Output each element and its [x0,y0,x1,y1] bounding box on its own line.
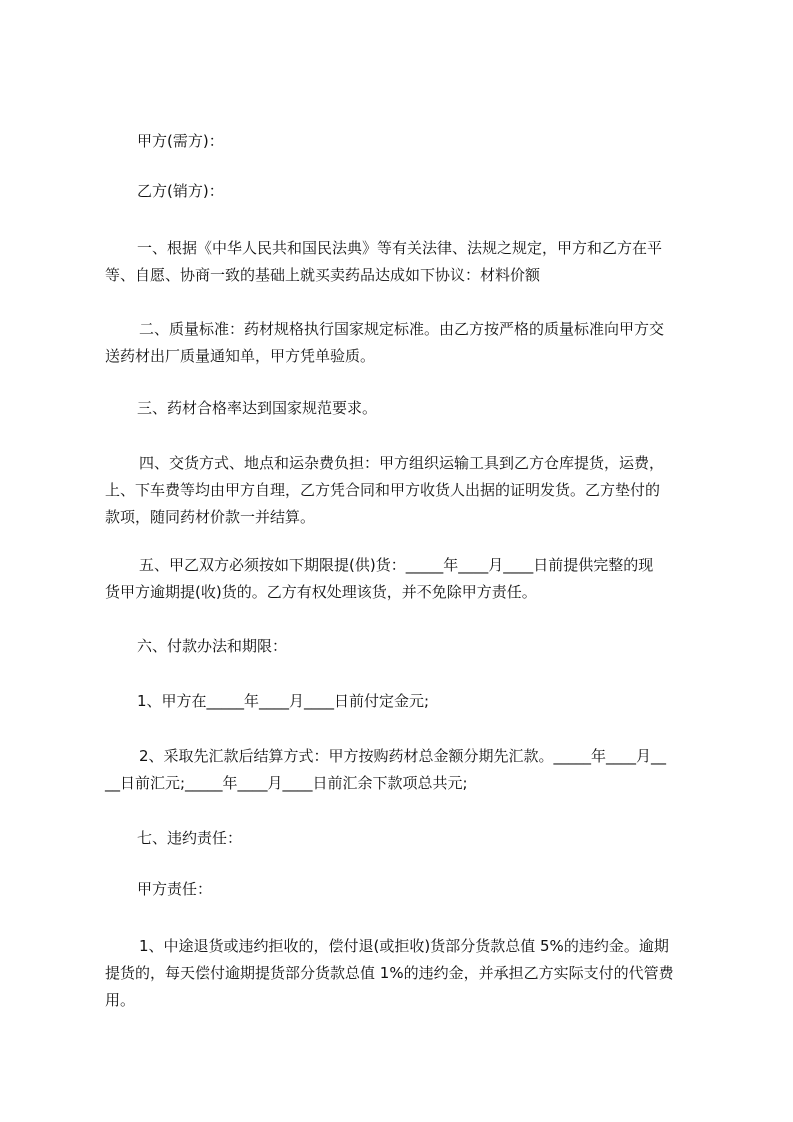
text-line: 甲方责任： [137,880,213,898]
clause-1 [105,235,705,289]
party-b-line [105,178,705,205]
text-line: __日前汇元;_____年____月____日前汇余下款项总共元; [105,774,468,792]
clause-4 [105,450,705,531]
text-line: 款项，随同药材价款一并结算。 [105,508,316,526]
text-line: 七、违约责任： [137,829,243,847]
text-line: 用。 [105,991,136,1009]
text-line: 送药材出厂质量通知单，甲方凭单验质。 [105,347,376,365]
clause-3 [105,395,705,422]
text-line: 提货的，每天偿付逾期提货部分货款总值 1%的违约金，并承担乙方实际支付的代管费 [105,964,674,982]
text-line: 五、甲乙双方必须按如下期限提(供)货：_____年____月____日前提供完整的现 [139,556,654,574]
party-a-line [105,128,705,155]
clause-2 [105,316,705,370]
text-line: 1、甲方在_____年____月____日前付定金元; [137,692,430,710]
clause-6-1 [105,688,705,715]
text-line: 1、中途退货或违约拒收的，偿付退(或拒收)货部分货款总值 5%的违约金。逾期 [139,937,669,955]
text-line: 等、自愿、协商一致的基础上就买卖药品达成如下协议：材料价额 [105,266,541,284]
liability-1 [105,933,705,1014]
clause-5 [105,552,705,606]
party-a-liability [105,876,705,903]
text-line: 货甲方逾期提(收)货的。乙方有权处理该货，并不免除甲方责任。 [105,583,537,601]
text-line: 甲方(需方)： [137,132,224,150]
text-line: 2、采取先汇款后结算方式：甲方按购药材总金额分期先汇款。_____年____月__ [139,747,667,765]
text-line: 乙方(销方)： [137,182,224,200]
clause-7 [105,825,705,852]
text-line: 二、质量标准：药材规格执行国家规定标准。由乙方按严格的质量标准向甲方交 [139,320,665,338]
clause-6-2 [105,743,705,797]
text-line: 四、交货方式、地点和运杂费负担：甲方组织运输工具到乙方仓库提货，运费， [139,454,665,472]
text-line: 上、下车费等均由甲方自理，乙方凭合同和甲方收货人出据的证明发货。乙方垫付的 [105,481,661,499]
text-line: 六、付款办法和期限： [137,637,288,655]
clause-6 [105,633,705,660]
text-line: 三、药材合格率达到国家规范要求。 [137,399,378,417]
text-line: 一、根据《中华人民共和国民法典》等有关法律、法规之规定，甲方和乙方在平 [137,239,663,257]
